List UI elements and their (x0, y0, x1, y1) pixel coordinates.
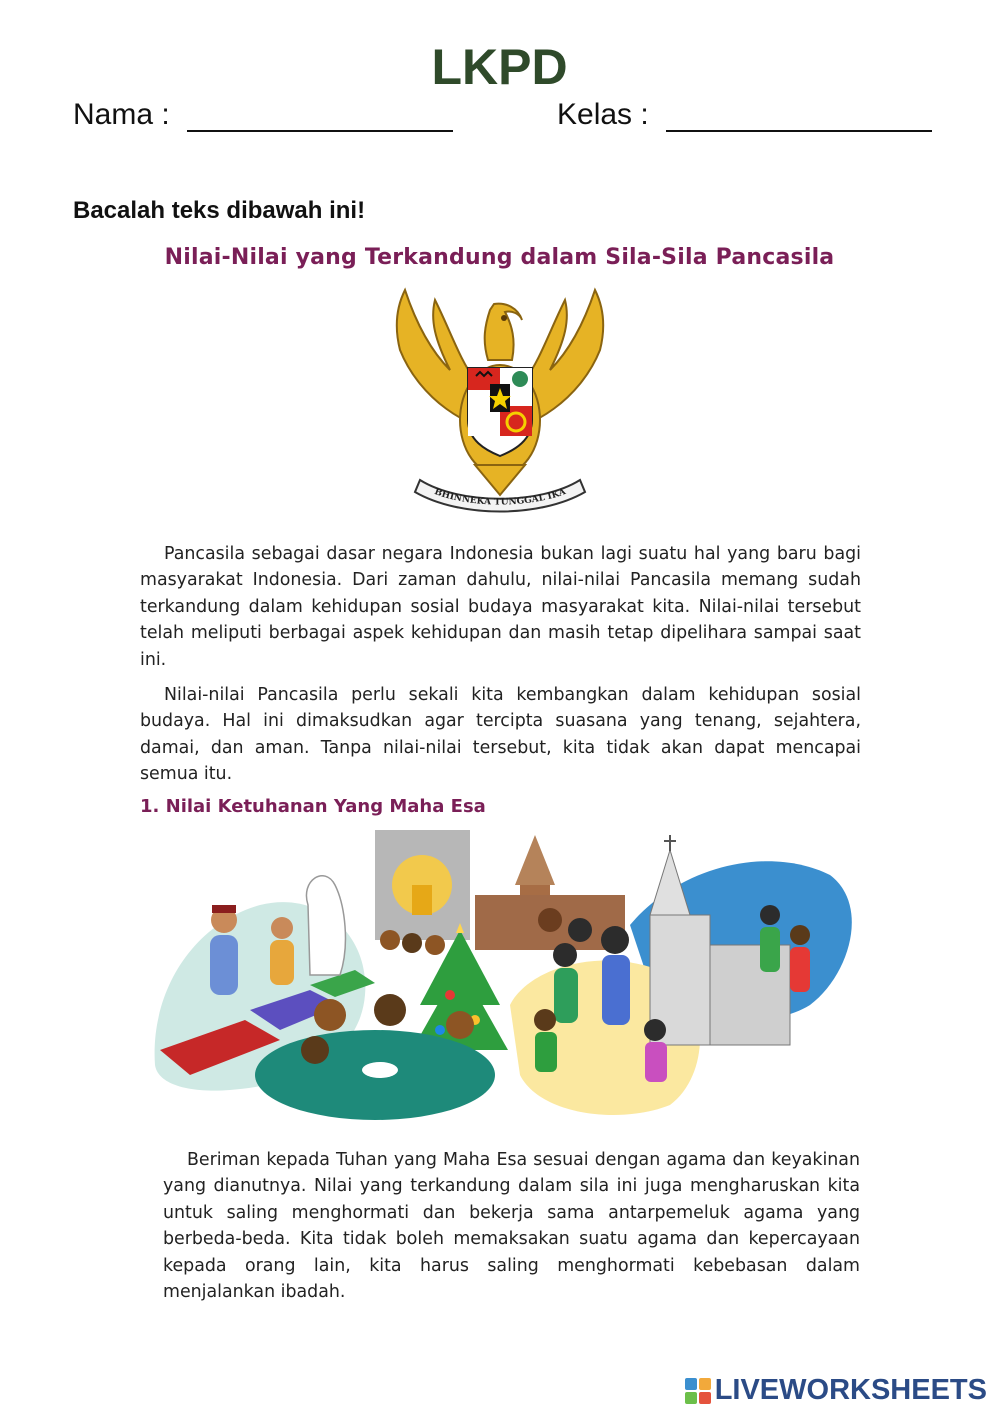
class-label: Kelas : (557, 98, 649, 131)
garuda-pancasila-emblem (380, 280, 620, 520)
paragraph-2: Nilai-nilai Pancasila perlu sekali kita kembangkan dalam kehidupan sosial budaya. Hal ini dimaksudkan agar tercipta suasana yang tenang, sejahtera, damai, dan aman. Tanpa nilai-nilai tersebut, kita tidak akan dapat mencapai semua itu. (140, 685, 861, 785)
brand-name: LIVEWORKSHEETS (714, 1374, 987, 1406)
section-heading: 1. Nilai Ketuhanan Yang Maha Esa (140, 796, 486, 817)
emblem-motto: BHINNEKA TUNGGAL IKA (432, 487, 568, 508)
religious-activities-illustration (150, 825, 860, 1125)
reading-heading: Nilai-Nilai yang Terkandung dalam Sila-Sila Pancasila (164, 245, 835, 270)
instruction-text: Bacalah teks dibawah ini! (73, 197, 366, 224)
name-label: Nama : (73, 98, 170, 131)
class-field-line[interactable] (666, 130, 932, 132)
section-paragraph: Beriman kepada Tuhan yang Maha Esa sesuai dengan agama dan keyakinan yang dianutnya. Nilai yang terkandung dalam sila ini juga mengharuskan kita untuk saling menghormati dan bekerja sama antarpemeluk agama yang berbeda-beda. Kita tidak boleh memaksakan suatu agama dan kepercayaan kepada orang lain, kita harus saling menghormati kebebasan dalam menjalankan ibadah. (163, 1150, 860, 1303)
name-field-line[interactable] (187, 130, 453, 132)
liveworksheets-brand[interactable] (685, 1374, 987, 1407)
liveworksheets-logo-icon (685, 1378, 711, 1404)
paragraph-1: Pancasila sebagai dasar negara Indonesia bukan lagi suatu hal yang baru bagi masyarakat Indonesia. Dari zaman dahulu, nilai-nilai Pancasila memang sudah terkandung dalam kehidupan sosial budaya masyarakat kita. Nilai-nilai tersebut telah meliputi berbagai aspek kehidupan dan masih tetap dipelihara sampai saat ini. (140, 544, 861, 670)
worksheet-title: LKPD (431, 39, 568, 95)
